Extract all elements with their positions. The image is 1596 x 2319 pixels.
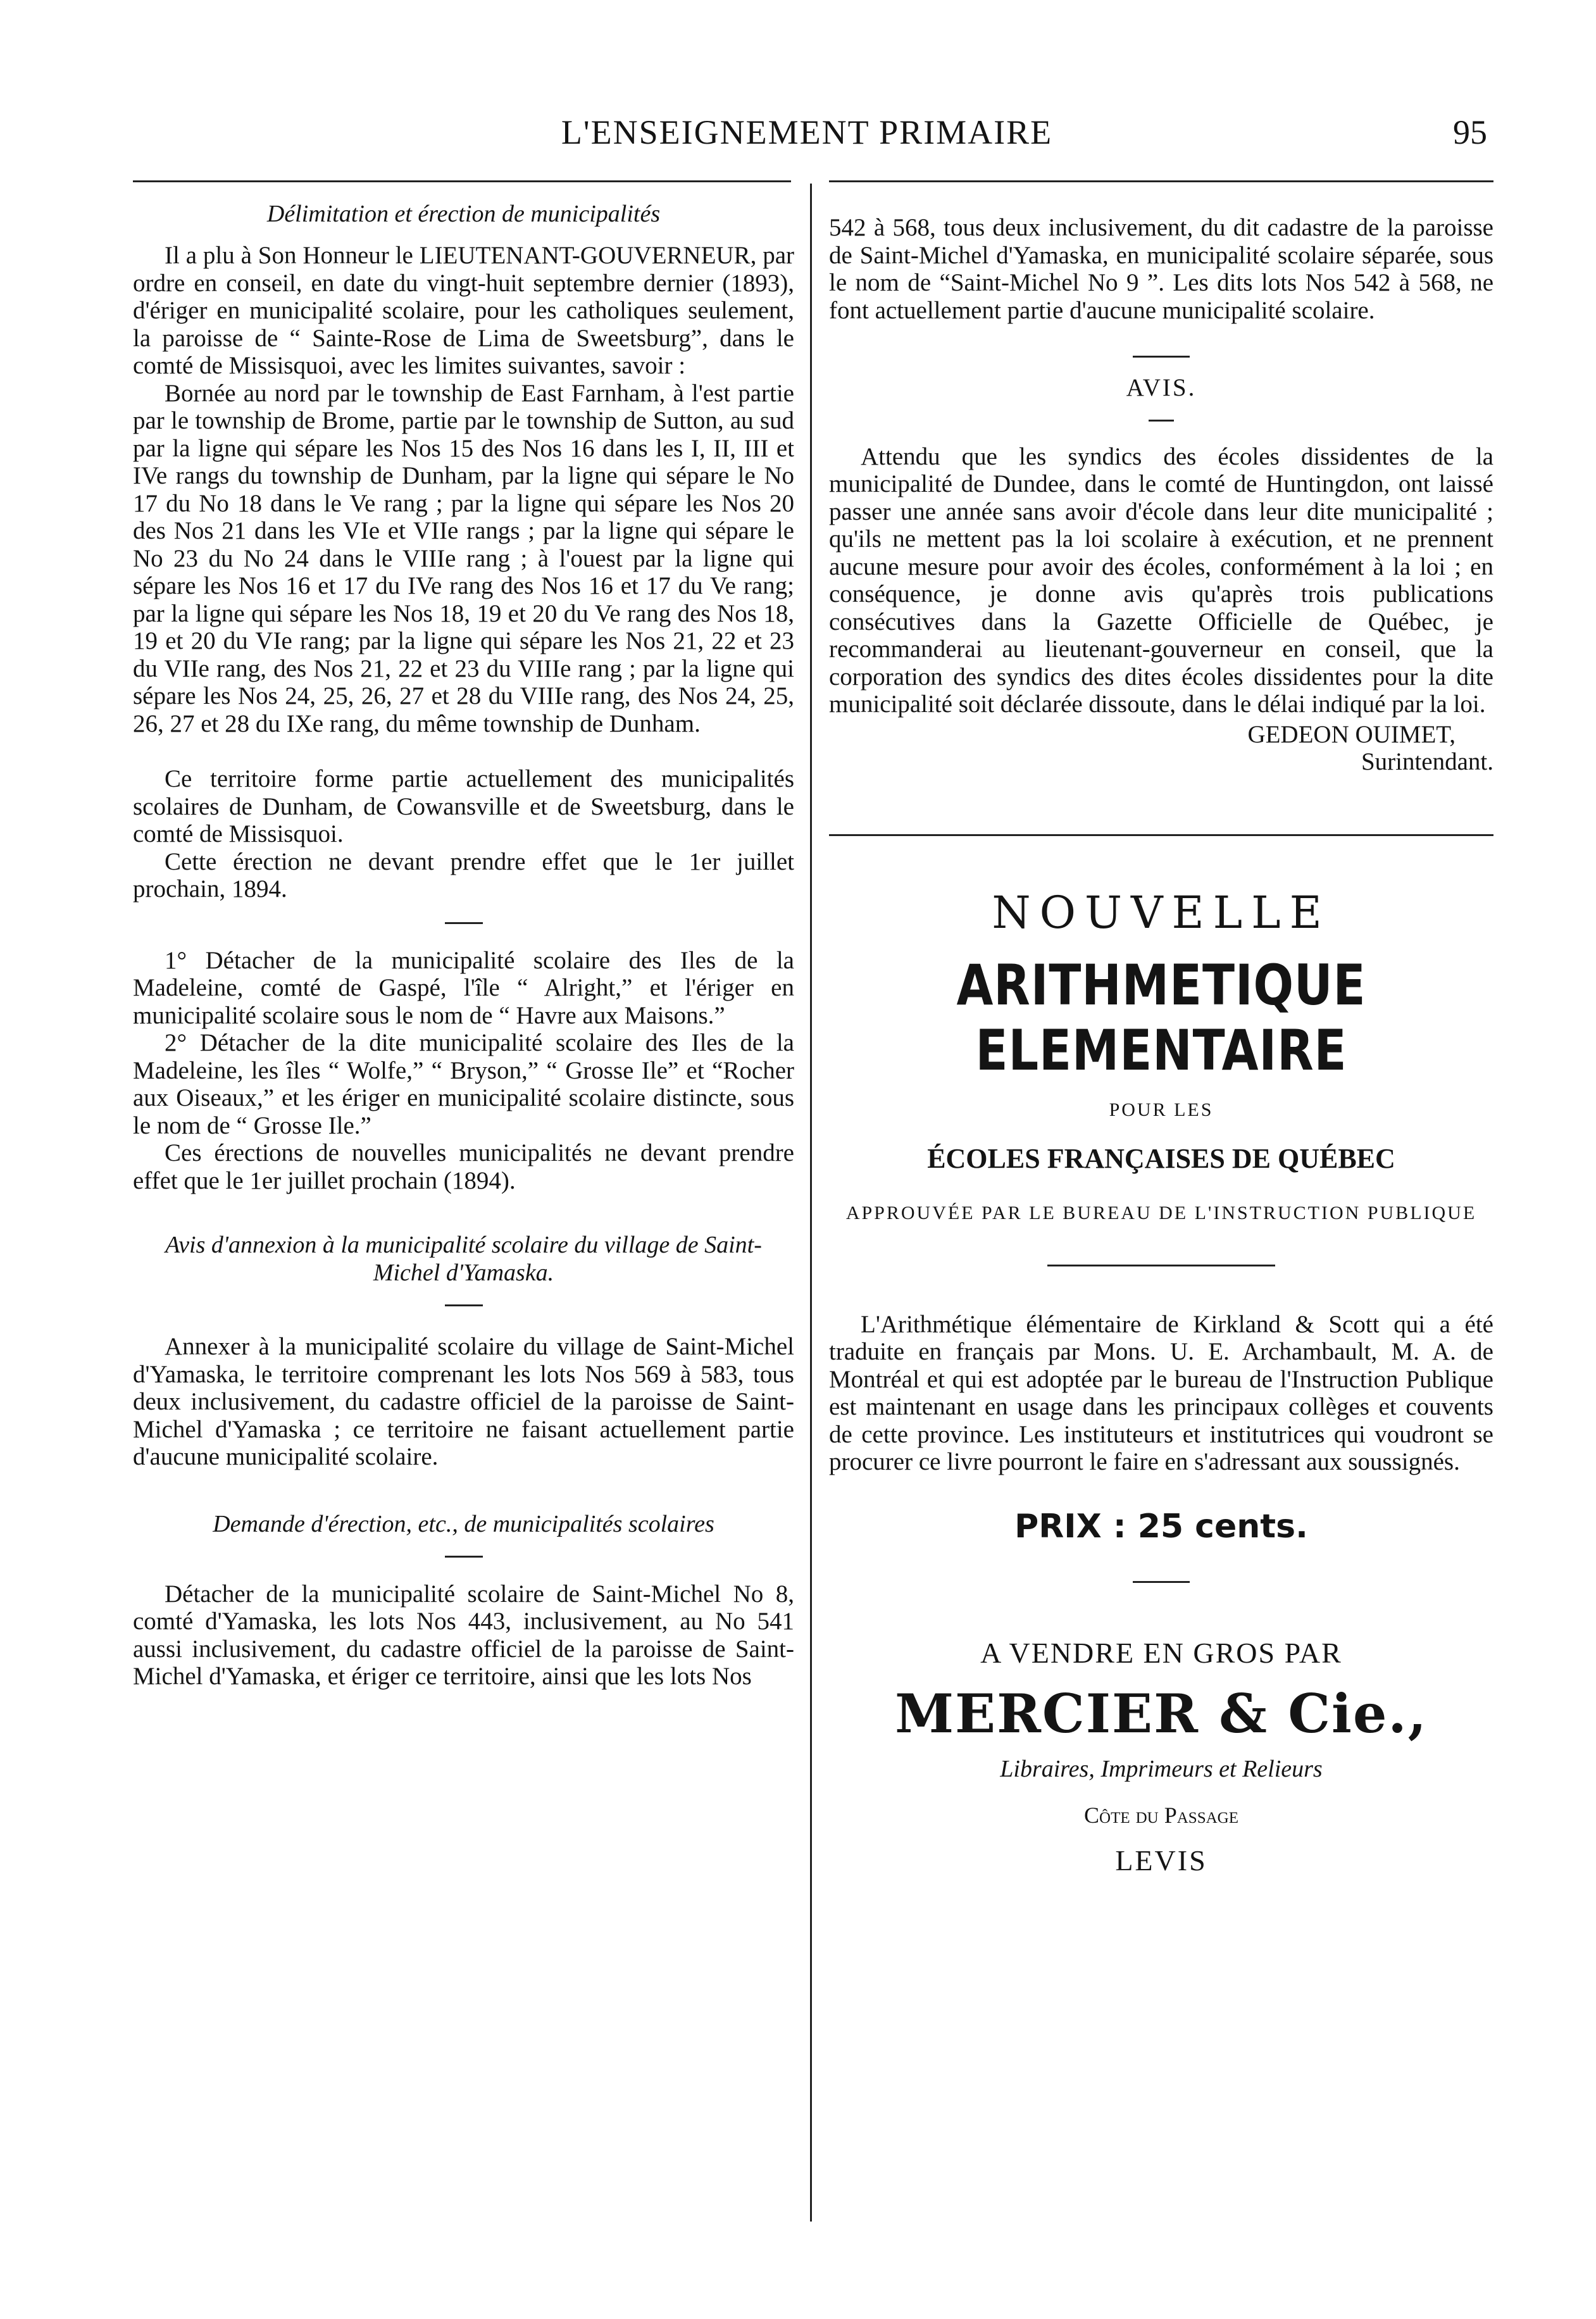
- paragraph-decree: Il a plu à Son Honneur le LIEUTENANT-GOUVERNEUR, par ordre en conseil, en date du vingt-huit septembre dernier (1893), d'ériger en municipalité scolaire, pour les catholiques seulement, la paroisse de “ Sainte-Rose de Lima de Sweetsburg”, dans le comté de Missisquoi, avec les limites suivantes, savoir :: [133, 242, 794, 379]
- separator-dash: [1149, 420, 1174, 422]
- signature-name: GEDEON OUIMET,: [1247, 720, 1456, 748]
- section-heading-demande: Demande d'érection, etc., de municipalités scolaires: [213, 1510, 714, 1537]
- ad-cote-du-passage: Côte du Passage: [1084, 1802, 1238, 1828]
- ad-libraires: Libraires, Imprimeurs et Relieurs: [1000, 1755, 1323, 1782]
- ad-ecoles: ÉCOLES FRANÇAISES DE QUÉBEC: [927, 1142, 1395, 1174]
- separator-dash: [445, 1304, 483, 1306]
- ad-approuvee: APPROUVÉE PAR LE BUREAU DE L'INSTRUCTION PUBLIQUE: [845, 1202, 1477, 1223]
- ad-title-arithmetique: ARITHMETIQUE ELEMENTAIRE: [956, 952, 1366, 1083]
- ad-separator: [1047, 1265, 1275, 1266]
- paragraph-demande: Détacher de la municipalité scolaire de Saint-Michel No 8, comté d'Yamaska, les lots Nos 443, inclusivement, au No 541 aussi inclusivement, du cadastre officiel de la paroisse de Saint-Michel d'Yamaska, et ériger ce territoire, ainsi que les lots Nos: [133, 1580, 794, 1690]
- ad-pour-les: POUR LES: [1109, 1099, 1214, 1120]
- paragraph-continuation: 542 à 568, tous deux inclusivement, du dit cadastre de la paroisse de Saint-Michel d'Yamaska, en municipalité scolaire séparée, sous le nom de “Saint-Michel No 9 ”. Les dits lots Nos 542 à 568, ne font actuellement partie d'aucune municipalité scolaire.: [829, 214, 1493, 324]
- signature-title: Surintendant.: [1361, 748, 1493, 775]
- top-rule-left: [133, 180, 791, 182]
- paragraph-madeleine-3: Ces érections de nouvelles municipalités ne devant prendre effet que le 1er juillet prochain (1894).: [133, 1139, 794, 1194]
- paragraph-madeleine-2: 2° Détacher de la dite municipalité scolaire des Iles de la Madeleine, les îles “ Wolfe,” “ Bryson,” “ Grosse Ile” et “Rocher aux Oiseaux,” et les ériger en municipalité scolaire distincte, sous le nom de “ Grosse Ile.”: [133, 1029, 794, 1139]
- running-title: L'ENSEIGNEMENT PRIMAIRE: [561, 113, 1053, 151]
- paragraph-madeleine-1: 1° Détacher de la municipalité scolaire des Iles de la Madeleine, comté de Gaspé, l'île “ Alright,” et l'ériger en municipalité scolaire sous le nom de “ Havre aux Maisons.”: [133, 946, 794, 1029]
- ad-mercier: MERCIER & Cie.,: [895, 1682, 1428, 1745]
- page-header: [127, 113, 1487, 163]
- ad-body: L'Arithmétique élémentaire de Kirkland & Scott qui a été traduite en français par Mons. U. E. Archambault, M. A. de Montréal et qui est adoptée par le bureau de l'Instruction Publique est maintenant en usage dans les principaux collèges et couvents de cette province. Les instituteurs et institutrices qui voudront se procurer ce livre pourront le faire en s'adressant aux soussignés.: [829, 1310, 1493, 1475]
- column-divider: [810, 184, 812, 2222]
- paragraph-territory: Ce territoire forme partie actuellement des municipalités scolaires de Dunham, de Cowansville et de Sweetsburg, dans le comté de Missisquoi.: [133, 765, 794, 847]
- paragraph-boundaries: Bornée au nord par le township de East Farnham, à l'est partie par le township de Brome, partie par le township de Sutton, au sud par la ligne qui sépare les Nos 15 des Nos 16 dans les I, II, III et IVe rangs du township de Dunham, par la ligne qui sépare le No 17 du No 18 dans le Ve rang ; par la ligne qui sépare les Nos 20 des Nos 21 dans les VIe et VIIe rangs ; par la ligne qui sépare le No 23 du No 24 dans le VIIIe rang ; à l'ouest par la ligne qui sépare les Nos 16 et 17 du IVe rang des Nos 16 et 17 du Ve rang; par la ligne qui sépare les Nos 18, 19 et 20 du Ve rang des Nos 18, 19 et 20 du VIe rang; par la ligne qui sépare les Nos 21, 22 et 23 du VIIe rang, des Nos 21, 22 et 23 du VIIIe rang ; par la ligne qui sépare les Nos 24, 25, 26, 27 et 28 du VIIIe rang, des Nos 24, 25, 26, 27 et 28 du IXe rang, du même township de Dunham.: [133, 379, 794, 737]
- top-rule-right: [829, 180, 1493, 182]
- paragraph-annexion: Annexer à la municipalité scolaire du village de Saint-Michel d'Yamaska, le territoire comprenant les lots Nos 569 à 583, tous deux inclusivement, du cadastre officiel de la paroisse de Saint-Michel d'Yamaska ; ce territoire ne faisant actuellement partie d'aucune municipalité scolaire.: [133, 1333, 794, 1470]
- section-heading-delimitation: Délimitation et érection de municipalités: [266, 201, 661, 227]
- ad-a-vendre: A VENDRE EN GROS PAR: [980, 1636, 1342, 1669]
- ad-price: PRIX : 25 cents.: [1014, 1507, 1308, 1546]
- section-heading-annexion: Avis d'annexion à la municipalité scolaire du village de Saint-Michel d'Yamaska.: [165, 1232, 762, 1286]
- separator-dash: [445, 1556, 483, 1558]
- separator-dash: [445, 922, 483, 924]
- left-column: [133, 180, 794, 1691]
- paragraph-effect-date: Cette érection ne devant prendre effet que le 1er juillet prochain, 1894.: [133, 847, 794, 903]
- ad-separator: [1133, 1581, 1190, 1583]
- paragraph-avis: Attendu que les syndics des écoles dissidentes de la municipalité de Dundee, dans le comté de Huntingdon, ont laissé passer une année sans avoir d'école dans leur dite municipalité ; qu'ils ne mettent pas la loi scolaire à exécution, et ne prennent aucune mesure pour avoir des écoles, conformément à la loi ; en conséquence, je donne avis qu'après trois publications consécutives dans la Gazette Officielle de Québec, je recommanderai au lieutenant-gouverneur en conseil, que la corporation des syndics des dites écoles dissidentes pour la dite municipalité soit déclarée dissoute, dans le délai indiqué par la loi.: [829, 442, 1493, 718]
- page-number: 95: [1453, 113, 1487, 151]
- ad-levis: LEVIS: [1115, 1844, 1207, 1877]
- avis-heading: AVIS.: [1126, 374, 1197, 401]
- advertisement-rule: [829, 834, 1493, 836]
- ad-title-nouvelle: NOUVELLE: [992, 886, 1331, 939]
- right-column: [829, 180, 1493, 1877]
- separator-dash: [1133, 356, 1190, 358]
- advertisement: [829, 887, 1493, 1877]
